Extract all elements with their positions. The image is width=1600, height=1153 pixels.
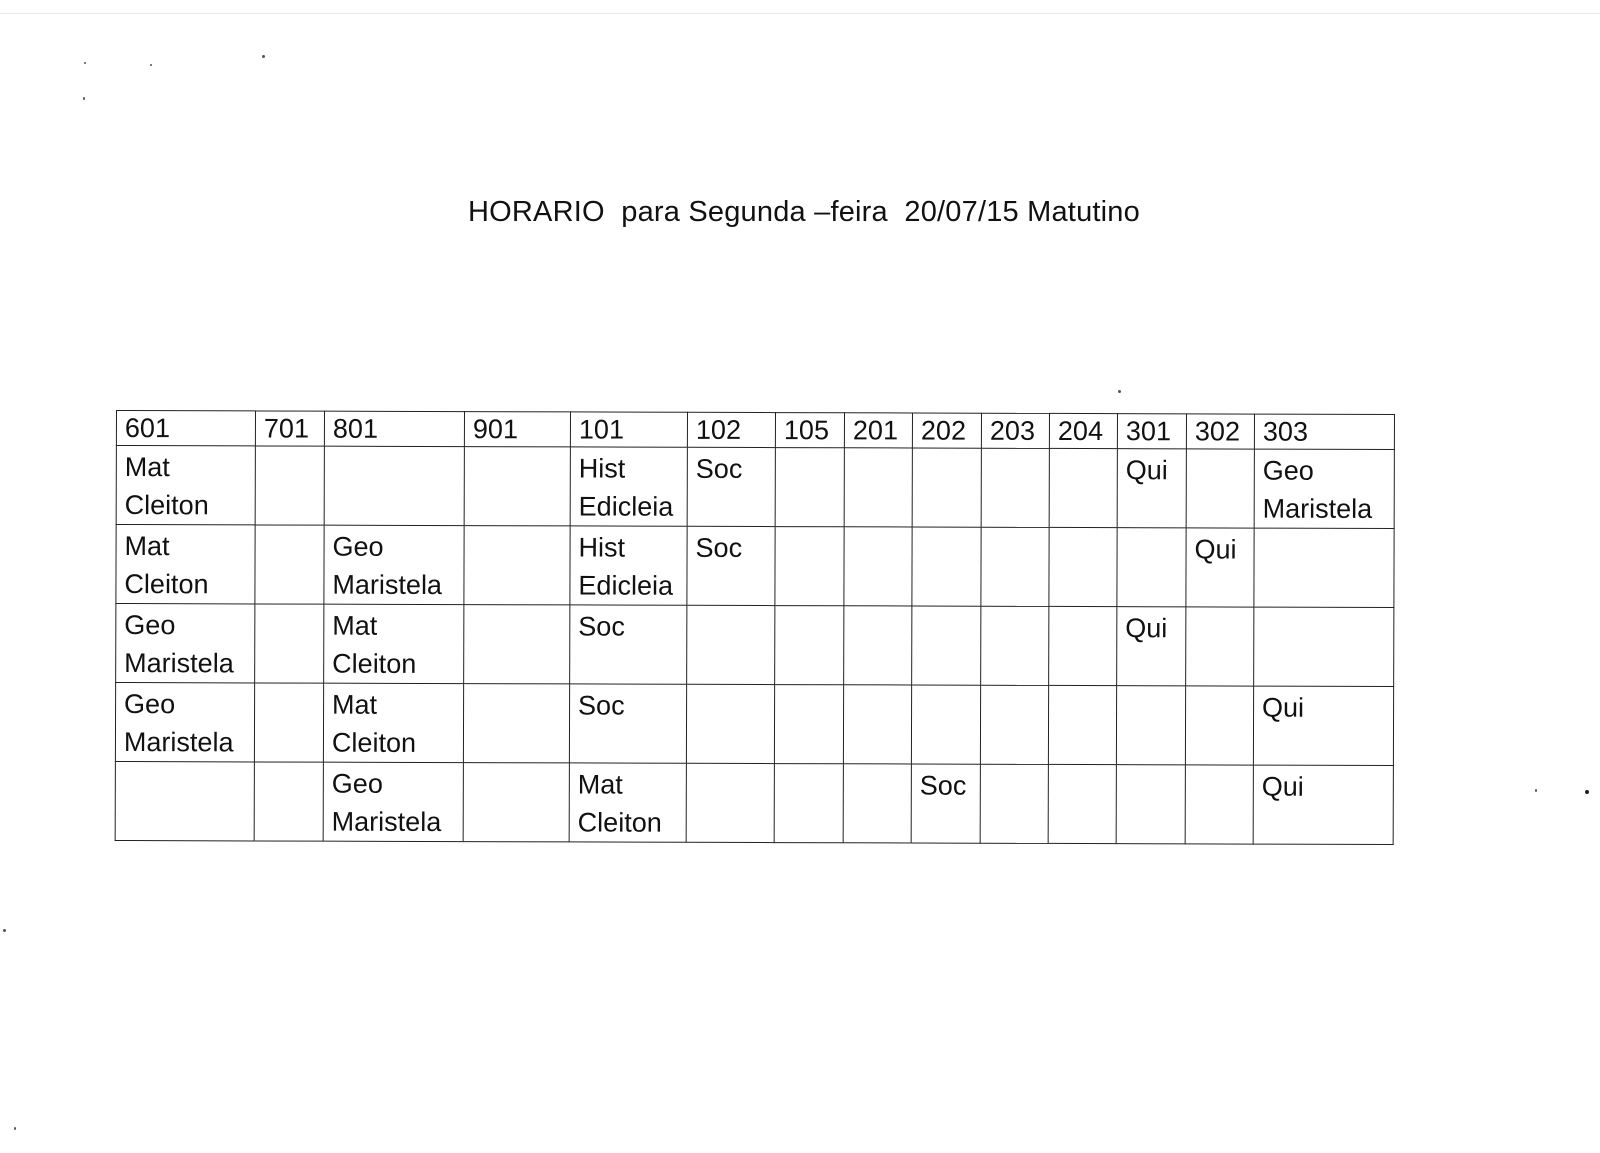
scan-speck <box>1585 790 1589 794</box>
schedule-cell <box>1116 765 1185 844</box>
subject-label: Qui <box>1262 692 1305 723</box>
schedule-cell <box>1253 765 1393 844</box>
schedule-cell <box>1254 607 1394 686</box>
subject-label: Qui <box>1125 613 1168 644</box>
subject-label: Qui <box>1194 534 1237 565</box>
schedule-cell <box>1117 449 1186 528</box>
subject-label: Qui <box>1261 771 1304 802</box>
scan-speck <box>1118 390 1121 393</box>
class-header-203: 203 <box>981 413 1049 448</box>
schedule-cell <box>570 526 687 605</box>
schedule-cell <box>1049 527 1117 606</box>
schedule-cell <box>774 764 843 843</box>
class-header-303: 303 <box>1254 414 1394 449</box>
schedule-cell <box>115 761 254 840</box>
schedule-cell <box>844 448 912 527</box>
class-header-302: 302 <box>1186 414 1254 449</box>
class-header-301: 301 <box>1117 414 1186 449</box>
schedule-cell <box>775 527 844 606</box>
schedule-cell <box>1048 685 1116 764</box>
subject-label: Soc <box>919 770 967 801</box>
schedule-cell <box>1185 686 1253 765</box>
subject-label: Soc <box>695 453 743 484</box>
schedule-cell <box>255 525 324 604</box>
schedule-cell <box>981 448 1049 527</box>
teacher-label: Edicleia <box>578 570 674 601</box>
schedule-cell <box>254 762 323 841</box>
schedule-cell <box>912 527 981 606</box>
schedule-cell <box>687 605 775 684</box>
schedule-cell <box>116 604 255 683</box>
schedule-cell <box>464 526 570 605</box>
schedule-cell <box>463 763 569 842</box>
class-header-901: 901 <box>464 412 570 447</box>
schedule-cell <box>116 525 255 604</box>
teacher-label: Maristela <box>1262 493 1373 524</box>
subject-label: Mat <box>124 452 170 483</box>
class-header-101: 101 <box>570 412 687 447</box>
teacher-label: Cleiton <box>124 569 209 600</box>
table-row <box>115 683 1393 766</box>
teacher-label: Cleiton <box>577 807 662 838</box>
schedule-cell <box>464 605 570 684</box>
subject-label: Geo <box>332 531 384 562</box>
schedule-cell <box>843 764 911 843</box>
schedule-cell <box>1185 765 1253 844</box>
schedule-cell <box>115 683 254 762</box>
class-header-701: 701 <box>255 411 324 446</box>
scan-speck <box>84 62 86 64</box>
class-header-801: 801 <box>324 411 464 446</box>
schedule-cell <box>1049 606 1117 685</box>
schedule-cell <box>116 446 255 525</box>
schedule-cell <box>843 685 911 764</box>
schedule-cell <box>981 606 1049 685</box>
teacher-label: Maristela <box>332 569 443 601</box>
schedule-cell <box>569 763 686 842</box>
schedule-cell <box>255 446 324 525</box>
scan-speck <box>14 1127 16 1130</box>
subject-label: Mat <box>577 769 623 800</box>
schedule-cell <box>687 526 775 605</box>
subject-label: Soc <box>695 532 743 563</box>
schedule-cell <box>1117 528 1186 607</box>
class-header-105: 105 <box>775 413 844 448</box>
table-row <box>116 525 1394 608</box>
subject-label: Mat <box>124 531 170 562</box>
scan-speck <box>262 55 265 58</box>
teacher-label: Cleiton <box>331 727 417 758</box>
schedule-cell <box>1253 686 1393 765</box>
subject-label: Hist <box>578 453 626 484</box>
teacher-label: Edicleia <box>578 491 674 522</box>
table-row <box>116 604 1394 687</box>
schedule-cell <box>463 684 569 763</box>
subject-label: Mat <box>332 610 378 641</box>
class-header-201: 201 <box>844 413 912 448</box>
schedule-cell <box>323 762 463 841</box>
schedule-cell <box>774 685 843 764</box>
teacher-label: Maristela <box>124 648 234 679</box>
schedule-cell <box>1116 686 1185 765</box>
schedule-cell <box>1254 528 1394 607</box>
subject-label: Geo <box>124 610 176 641</box>
schedule-cell <box>1049 448 1117 527</box>
schedule-cell <box>912 606 981 685</box>
schedule-cell <box>255 604 324 683</box>
schedule-cell <box>1254 449 1394 528</box>
schedule-cell <box>912 448 981 527</box>
teacher-label: Maristela <box>331 806 442 838</box>
schedule-cell <box>775 606 844 685</box>
schedule-body <box>115 446 1394 845</box>
schedule-cell <box>1048 764 1116 843</box>
schedule-title: HORARIO para Segunda –feira 20/07/15 Matutino <box>468 196 1140 228</box>
schedule-cell <box>254 683 323 762</box>
table-row <box>115 761 1393 844</box>
subject-label: Geo <box>124 689 176 720</box>
schedule-cell <box>1117 607 1186 686</box>
class-header-202: 202 <box>912 413 981 448</box>
schedule-cell <box>324 604 464 683</box>
schedule-cell <box>1186 449 1254 528</box>
teacher-label: Maristela <box>123 727 234 758</box>
schedule-cell <box>844 527 912 606</box>
schedule-cell <box>775 448 844 527</box>
subject-label: Hist <box>578 532 626 563</box>
schedule-cell <box>324 525 464 604</box>
class-header-204: 204 <box>1049 413 1117 448</box>
schedule-cell <box>569 684 686 763</box>
subject-label: Mat <box>332 689 378 720</box>
subject-label: Qui <box>1125 455 1168 486</box>
scan-speck <box>83 97 85 100</box>
scan-speck <box>150 64 152 66</box>
schedule-cell <box>324 446 464 525</box>
schedule-cell <box>686 763 774 842</box>
schedule-cell <box>980 764 1048 843</box>
scan-speck <box>1535 789 1537 792</box>
schedule-cell <box>323 683 463 762</box>
schedule-cell <box>464 447 570 526</box>
schedule-cell <box>687 447 775 526</box>
schedule-cell <box>844 606 912 685</box>
schedule-table <box>115 410 1395 845</box>
class-header-601: 601 <box>116 411 255 446</box>
schedule-cell <box>1186 607 1254 686</box>
subject-label: Soc <box>578 690 625 721</box>
schedule-cell <box>980 685 1048 764</box>
schedule-cell <box>911 685 980 764</box>
subject-label: Geo <box>1262 455 1314 486</box>
teacher-label: Cleiton <box>124 490 209 521</box>
subject-label: Geo <box>331 768 383 799</box>
schedule-cell <box>1186 528 1254 607</box>
scan-edge-line <box>0 13 1600 14</box>
scan-speck <box>3 929 6 932</box>
table-row <box>116 446 1394 529</box>
schedule-cell <box>570 605 687 684</box>
schedule-cell <box>981 527 1049 606</box>
class-header-102: 102 <box>687 412 775 447</box>
header-row <box>116 411 1394 450</box>
schedule-cell <box>570 447 687 526</box>
subject-label: Soc <box>578 611 625 642</box>
schedule-cell <box>686 684 774 763</box>
schedule-cell <box>911 764 980 843</box>
teacher-label: Cleiton <box>332 648 417 679</box>
